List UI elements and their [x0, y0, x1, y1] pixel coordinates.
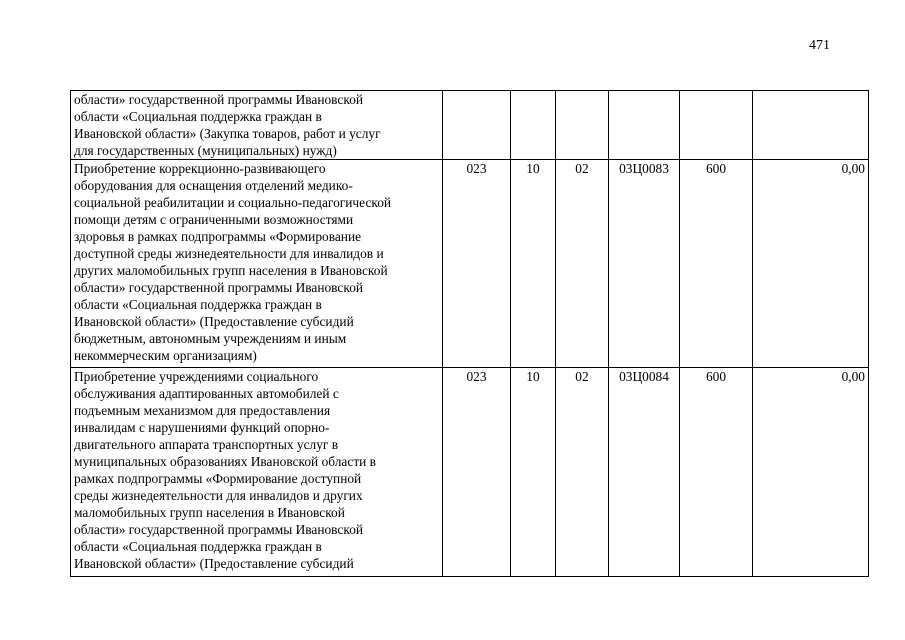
- table-row: [71, 160, 869, 368]
- section-code: [511, 91, 556, 160]
- ministry-code: [443, 91, 511, 160]
- subsection-code: 02: [556, 368, 609, 577]
- table-row: [71, 368, 869, 577]
- section-code: 10: [511, 160, 556, 368]
- section-code: 10: [511, 368, 556, 577]
- target-article-code: 03Ц0083: [609, 160, 680, 368]
- row-description: Приобретение учреждениями социального обслуживания адаптированных автомобилей с подъемным механизмом для предоставления инвалидам с нарушениями функций опорно- двигательного аппарата транспортных услуг в муниципальных образованиях Ивановской области в рамках подпрограммы «Формирование доступной среды жизнедеятельности для инвалидов и других маломобильных групп населения в Ивановской области» государственной программы Ивановской области «Социальная поддержка граждан в Ивановской области» (Предоставление субсидий: [71, 368, 443, 577]
- target-article-code: [609, 91, 680, 160]
- row-description: области» государственной программы Ивановской области «Социальная поддержка граждан в Ивановской области» (Закупка товаров, работ и услуг для государственных (муниципальных) нужд): [71, 91, 443, 160]
- amount-value: 0,00: [753, 368, 869, 577]
- subsection-code: 02: [556, 160, 609, 368]
- page-number: 471: [809, 38, 830, 53]
- budget-table: [70, 90, 869, 577]
- row-description: Приобретение коррекционно-развивающего оборудования для оснащения отделений медико- социальной реабилитации и социально-педагогической помощи детям с ограниченными возможностями здоровья в рамках подпрограммы «Формирование доступной среды жизнедеятельности для инвалидов и других маломобильных групп населения в Ивановской области» государственной программы Ивановской области «Социальная поддержка граждан в Ивановской области» (Предоставление субсидий бюджетным, автономным учреждениям и иным некоммерческим организациям): [71, 160, 443, 368]
- subsection-code: [556, 91, 609, 160]
- target-article-code: 03Ц0084: [609, 368, 680, 577]
- expense-type-code: 600: [680, 368, 753, 577]
- ministry-code: 023: [443, 160, 511, 368]
- amount-value: 0,00: [753, 160, 869, 368]
- expense-type-code: 600: [680, 160, 753, 368]
- table-row: [71, 91, 869, 160]
- amount-value: [753, 91, 869, 160]
- expense-type-code: [680, 91, 753, 160]
- ministry-code: 023: [443, 368, 511, 577]
